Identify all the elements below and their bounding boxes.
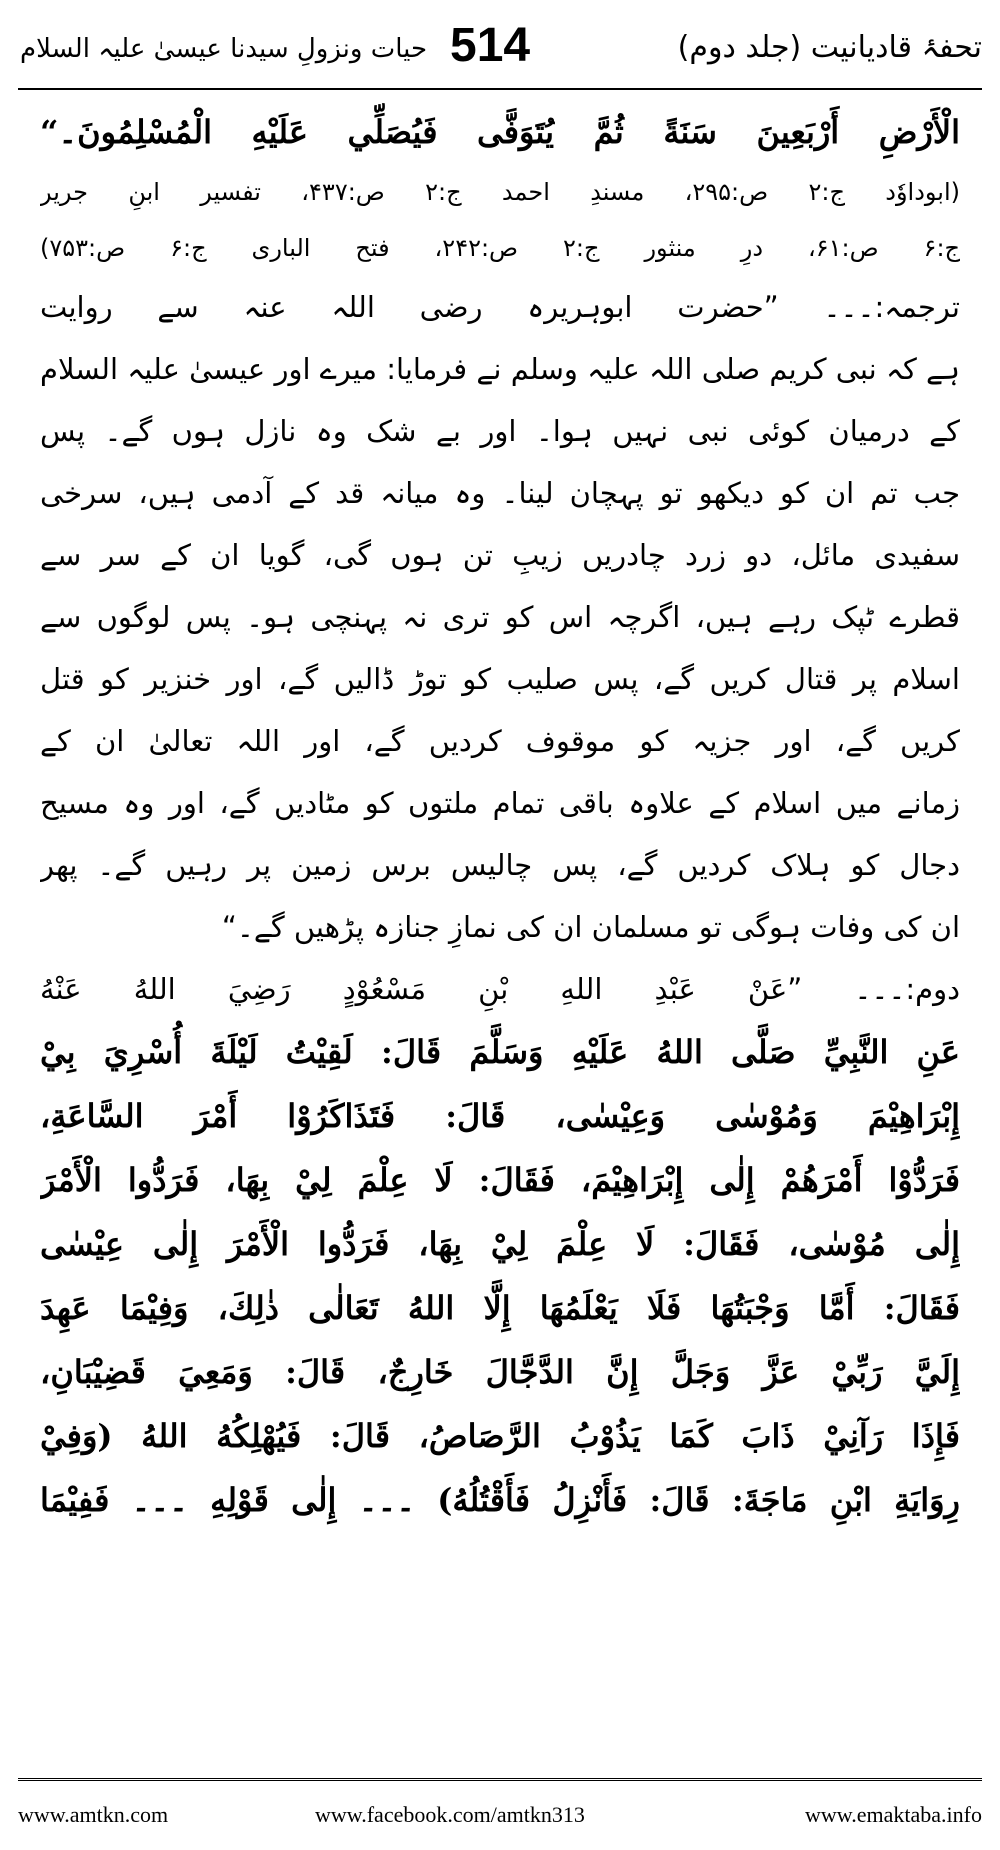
arabic-text-line: فَإِذَا رَآنِيْ ذَابَ كَمَا يَذُوْبُ الرَّصَاصُ، قَالَ: فَيُهْلِكُهُ اللهُ (وَفِيْ [40,1417,960,1455]
page-body [40,100,960,1760]
urdu-text-line: کریں گے، اور جزیہ کو موقوف کردیں گے، اور اللہ تعالیٰ ان کے [40,724,960,758]
page-footer [0,1770,1000,1850]
urdu-text-line: ہے کہ نبی کریم صلی اللہ علیہ وسلم نے فرمایا: میرے اور عیسیٰ علیہ السلام [40,352,960,386]
urdu-text-line: ان کی وفات ہوگی تو مسلمان ان کی نمازِ جنازہ پڑھیں گے۔“ [221,910,960,944]
urdu-text-line: دوم:۔۔۔ ”عَنْ عَبْدِ اللهِ بْنِ مَسْعُوْدٍ رَضِيَ اللهُ عَنْهُ [40,972,960,1006]
urdu-text-line: زمانے میں اسلام کے علاوہ باقی تمام ملتوں کو مٹادیں گے، اور وہ مسیح [40,786,960,820]
page-number: 514 [450,19,531,72]
urdu-text-line: اسلام پر قتال کریں گے، پس صلیب کو توڑ ڈالیں گے، اور خنزیر کو قتل [40,662,960,696]
urdu-text-line: کے درمیان کوئی نبی نہیں ہوا۔ اور بے شک وہ نازل ہوں گے۔ پس [40,414,960,448]
footer-link-emaktaba[interactable]: www.emaktaba.info [805,1802,982,1827]
urdu-text-line: سفیدی مائل، دو زرد چادریں زیبِ تن ہوں گی، گویا ان کے سر سے [40,538,960,572]
header-rule [18,88,982,90]
arabic-text-line: إِلٰى مُوْسٰى، فَقَالَ: لَا عِلْمَ لِيْ بِهَا، فَرَدُّوا الْأَمْرَ إِلٰى عِيْسٰى [40,1225,960,1263]
arabic-text-line: إِبْرَاهِيْمَ وَمُوْسٰى وَعِيْسٰى، قَالَ: فَتَذَاكَرُوْا أَمْرَ السَّاعَةِ، [40,1097,960,1135]
arabic-text-line: الْأَرْضِ أَرْبَعِينَ سَنَةً ثُمَّ يُتَوَفَّى فَيُصَلِّي عَلَيْهِ الْمُسْلِمُونَ۔“ [40,113,960,151]
book-title: تحفۂ قادیانیت (جلد دوم) [677,30,982,65]
reference-line: ج:۶ ص:۶۱، درِ منثور ج:۲ ص:۲۴۲، فتح الباری ج:۶ ص:۷۵۳) [40,234,960,262]
urdu-text-line: ترجمہ:۔۔۔ ”حضرت ابوہریرہ رضی اللہ عنہ سے روایت [40,290,960,324]
page-header [0,0,1000,95]
footer-link-facebook[interactable]: www.facebook.com/amtkn313 [315,1802,585,1827]
arabic-text-line: عَنِ النَّبِيِّ صَلَّى اللهُ عَلَيْهِ وَسَلَّمَ قَالَ: لَقِيْتُ لَيْلَةَ أُسْرِيَ بِيْ [40,1033,960,1071]
urdu-text-line: قطرے ٹپک رہے ہیں، اگرچہ اس کو تری نہ پہنچی ہو۔ پس لوگوں سے [40,600,960,634]
arabic-text-line: فَرَدُّوْا أَمْرَهُمْ إِلٰى إِبْرَاهِيْمَ، فَقَالَ: لَا عِلْمَ لِيْ بِهَا، فَرَدُّوا الْأَمْرَ [40,1161,960,1199]
reference-line: (ابوداوٗد ج:۲ ص:۲۹۵، مسندِ احمد ج:۲ ص:۴۳۷، تفسیر ابنِ جریر [40,178,960,206]
chapter-title: حیات ونزولِ سیدنا عیسیٰ علیہ السلام [20,34,428,64]
urdu-text-line: جب تم ان کو دیکھو تو پہچان لینا۔ وہ میانہ قد کے آدمی ہیں، سرخی [40,476,960,510]
urdu-text-line: دجال کو ہلاک کردیں گے، پس چالیس برس زمین پر رہیں گے۔ پھر [40,848,960,882]
arabic-text-line: إِلَيَّ رَبِّيْ عَزَّ وَجَلَّ إِنَّ الدَّجَّالَ خَارِجٌ، قَالَ: وَمَعِيَ قَضِيْبَانِ، [40,1353,960,1391]
footer-rule [18,1778,982,1785]
arabic-text-line: فَقَالَ: أَمَّا وَجْبَتُهَا فَلَا يَعْلَمُهَا إِلَّا اللهُ تَعَالٰى ذٰلِكَ، وَفِيْمَا عَهِدَ [40,1289,960,1327]
footer-link-amtkn[interactable]: www.amtkn.com [18,1802,169,1827]
arabic-text-line: رِوَايَةِ ابْنِ مَاجَةَ: قَالَ: فَأَنْزِلُ فَأَقْتُلُهُ) ۔۔۔ إِلٰى قَوْلِهِ ۔۔۔ فَفِيْمَا [40,1481,960,1519]
